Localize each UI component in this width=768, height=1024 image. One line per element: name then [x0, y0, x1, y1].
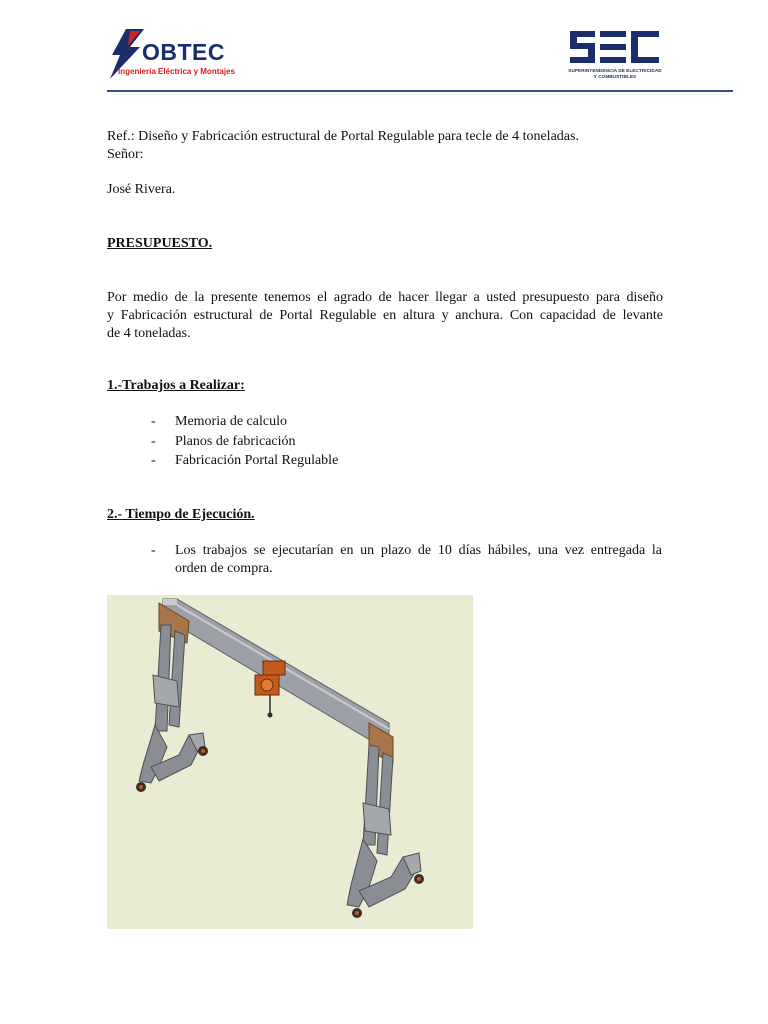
gantry-crane-image — [107, 595, 473, 929]
bullet-marker: - — [151, 453, 156, 468]
recipient-name: José Rivera. — [107, 182, 176, 197]
intro-paragraph — [107, 289, 663, 343]
letterhead — [0, 0, 768, 100]
obtec-logo — [106, 27, 248, 81]
bullet-marker: - — [151, 434, 156, 449]
section-heading-work: 1.-Trabajos a Realizar: — [107, 378, 245, 393]
sec-logo-subtitle — [567, 68, 663, 80]
list-item-text: Planos de fabricación — [175, 434, 296, 449]
obtec-logo-tagline: Ingeniería Eléctrica y Montajes — [118, 67, 235, 76]
gantry-crane-drawing — [107, 595, 473, 929]
obtec-logo-name: OBTEC — [142, 39, 225, 65]
bullet-marker: - — [151, 543, 156, 558]
document-title: PRESUPUESTO. — [107, 236, 213, 251]
section-heading-time: 2.- Tiempo de Ejecución. — [107, 507, 255, 522]
list-item-text — [175, 542, 662, 578]
list-item-line-2: orden de compra. — [175, 561, 273, 576]
intro-line-1: Por medio de la presente tenemos el agrado de hacer llegar a usted presupuesto para diseño — [107, 290, 663, 305]
header-divider — [107, 90, 733, 92]
reference-line: Ref.: Diseño y Fabricación estructural de Portal Regulable para tecle de 4 toneladas. — [107, 129, 579, 144]
list-item-text: Memoria de calculo — [175, 414, 287, 429]
list-item-line-1: Los trabajos se ejecutarían en un plazo de 10 días hábiles, una vez entregada la — [175, 543, 662, 558]
sec-logo-wordmark — [565, 27, 665, 67]
salutation: Señor: — [107, 147, 144, 162]
list-item-text: Fabricación Portal Regulable — [175, 453, 339, 468]
sec-subtitle-line-2: Y COMBUSTIBLES — [593, 74, 637, 79]
intro-line-3: de 4 toneladas. — [107, 326, 191, 341]
intro-line-2: y Fabricación estructural de Portal Regulable en altura y anchura. Con capacidad de levante — [107, 308, 663, 323]
sec-subtitle-line-1: SUPERINTENDENCIA DE ELECTRICIDAD — [568, 68, 662, 73]
sec-logo — [565, 27, 665, 87]
bullet-marker: - — [151, 414, 156, 429]
